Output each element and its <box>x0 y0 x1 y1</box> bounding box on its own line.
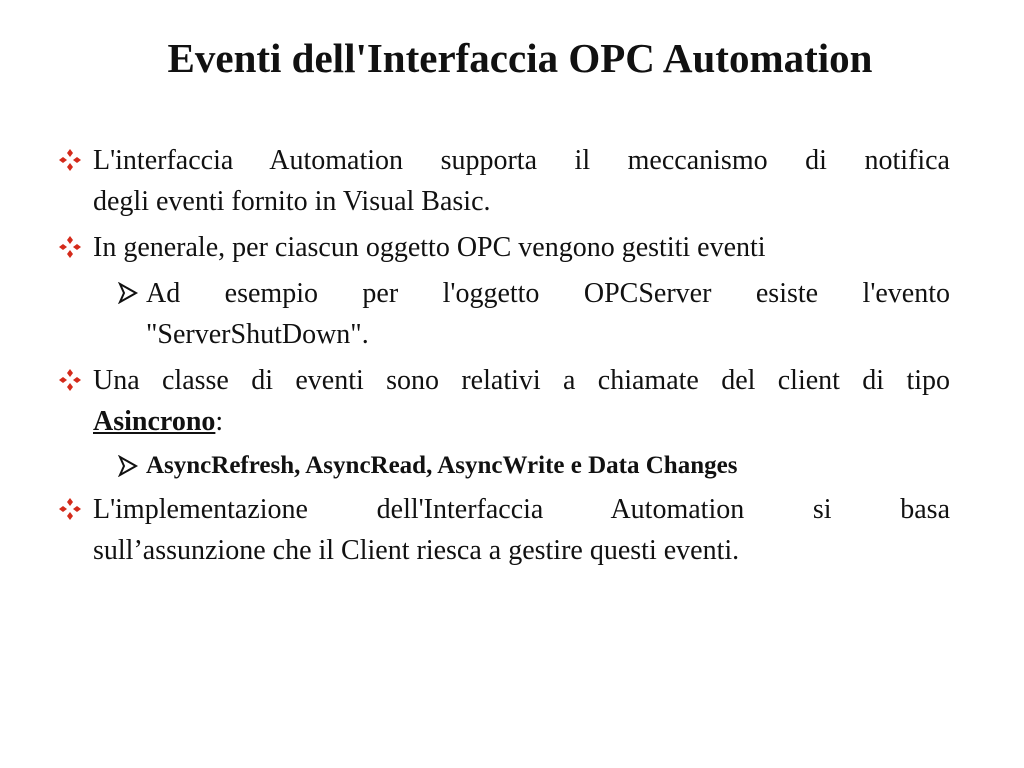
sub-text-line: "ServerShutDown". <box>146 319 369 350</box>
bullet-item-async-class <box>58 360 950 442</box>
emphasis-text: Asincrono <box>93 406 216 437</box>
four-diamond-bullet-icon <box>58 368 82 392</box>
bullet-text-line: L'interfaccia Automation supporta il meccanismo di notifica <box>93 145 950 176</box>
bullet-list <box>58 140 950 576</box>
bullet-text-line: Una classe di eventi sono relativi a chiamate del client di tipo <box>93 365 950 396</box>
sub-item-example <box>117 273 950 355</box>
bullet-text-line <box>93 401 950 442</box>
bullet-text-line: sull’assunzione che il Client riesca a gestire questi eventi. <box>93 535 740 566</box>
four-diamond-bullet-icon <box>58 235 82 259</box>
sub-text-line: Ad esempio per l'oggetto OPCServer esiste l'evento <box>146 278 950 309</box>
arrow-bullet-icon <box>117 282 139 304</box>
arrow-bullet-icon <box>117 455 139 477</box>
bullet-text-line: degli eventi fornito in Visual Basic. <box>93 186 491 217</box>
sub-item-async-methods <box>117 447 950 485</box>
slide-title: Eventi dell'Interfaccia OPC Automation <box>167 35 873 81</box>
sub-text-line: AsyncRefresh, AsyncRead, AsyncWrite e Data Changes <box>146 452 738 479</box>
bullet-item-implementation <box>58 489 950 571</box>
bullet-text-line: In generale, per ciascun oggetto OPC vengono gestiti eventi <box>93 232 766 263</box>
bullet-item-general <box>58 227 950 268</box>
punctuation: : <box>215 406 224 437</box>
bullet-text-line: L'implementazione dell'Interfaccia Automation si basa <box>93 494 950 525</box>
four-diamond-bullet-icon <box>58 497 82 521</box>
bullet-item-notification <box>58 140 950 222</box>
four-diamond-bullet-icon <box>58 148 82 172</box>
